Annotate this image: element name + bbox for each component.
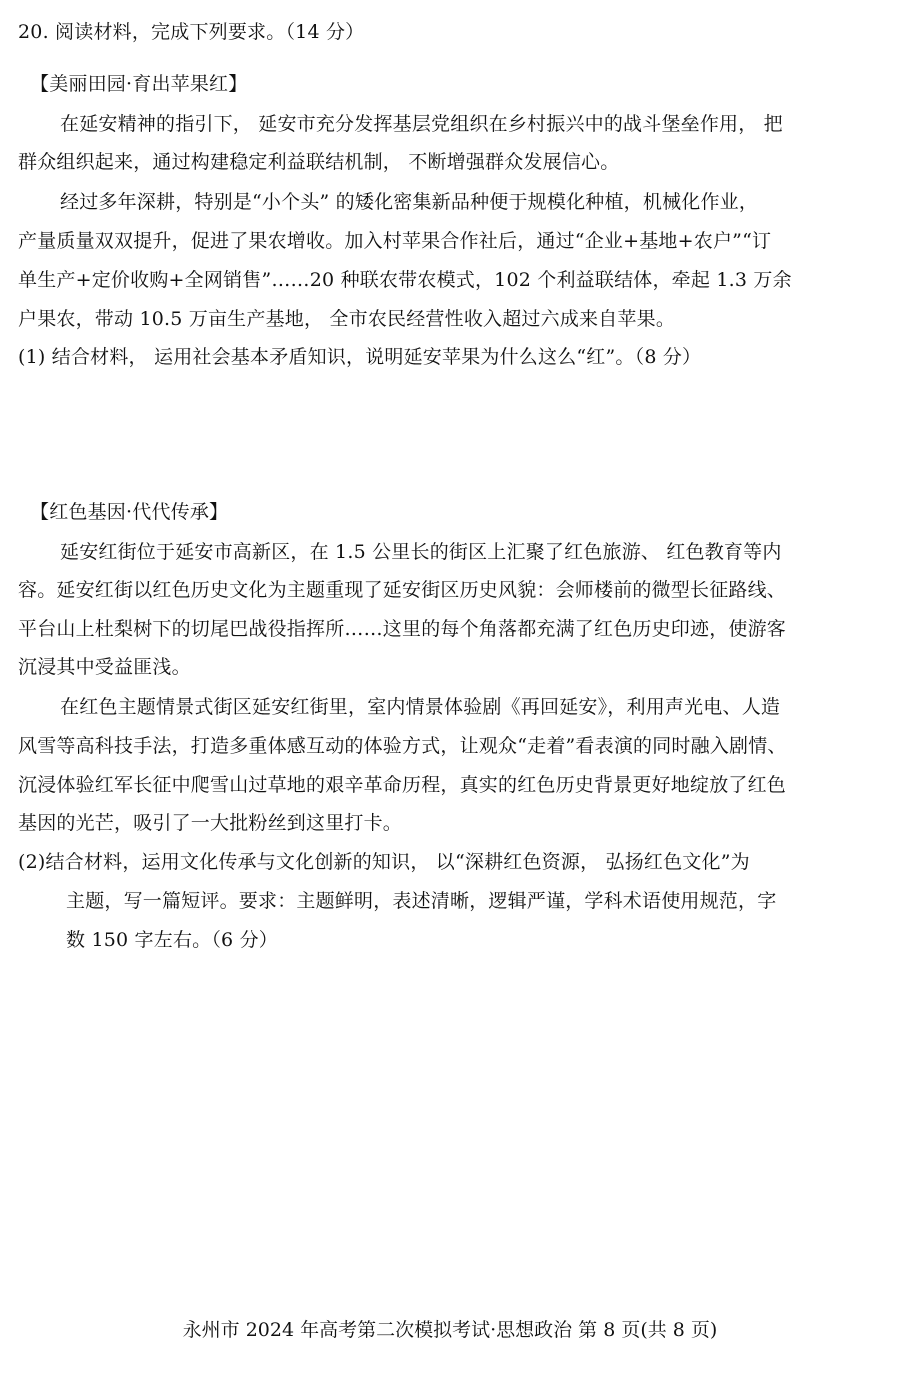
section-heading-apple: 【美丽田园·育出苹果红】 xyxy=(30,73,248,95)
paragraph-line: 在红色主题情景式街区延安红街里，室内情景体验剧《再回延安》，利用声光电、人造 xyxy=(60,696,781,718)
paragraph-line: 经过多年深耕，特别是“小个头” 的矮化密集新品种便于规模化种植，机械化作业， xyxy=(60,191,759,213)
paragraph-line: 产量质量双双提升，促进了果农增收。加入村苹果合作社后，通过“企业+基地+农户”“订 xyxy=(18,230,772,252)
paragraph-line: 群众组织起来，通过构建稳定利益联结机制， 不断增强群众发展信心。 xyxy=(18,151,620,173)
question-title: 20. 阅读材料，完成下列要求。（14 分） xyxy=(18,21,365,43)
page-footer: 永州市 2024 年高考第二次模拟考试·思想政治 第 8 页(共 8 页) xyxy=(182,1319,718,1341)
paragraph-line: 沉浸体验红军长征中爬雪山过草地的艰辛革命历程，真实的红色历史背景更好地绽放了红色 xyxy=(18,774,787,796)
paragraph-line: 延安红街位于延安市高新区，在 1.5 公里长的街区上汇聚了红色旅游、 红色教育等内 xyxy=(60,541,782,563)
section-heading-red-gene: 【红色基因·代代传承】 xyxy=(30,501,229,523)
paragraph-line: 平台山上杜梨树下的切尾巴战役指挥所……这里的每个角落都充满了红色历史印迹，使游客 xyxy=(18,618,787,640)
sub-question-1: (1) 结合材料， 运用社会基本矛盾知识，说明延安苹果为什么这么“红”。（8 分） xyxy=(18,346,702,368)
sub-question-2: (2)结合材料，运用文化传承与文化创新的知识， 以“深耕红色资源， 弘扬红色文化”为 xyxy=(18,851,750,873)
paragraph-line: 在延安精神的指引下， 延安市充分发挥基层党组织在乡村振兴中的战斗堡垒作用， 把 xyxy=(60,113,783,135)
paragraph-line: 容。延安红街以红色历史文化为主题重现了延安街区历史风貌：会师楼前的微型长征路线、 xyxy=(18,579,787,601)
paragraph-line: 户果农，带动 10.5 万亩生产基地， 全市农民经营性收入超过六成来自苹果。 xyxy=(18,308,676,330)
paragraph-line: 沉浸其中受益匪浅。 xyxy=(18,656,191,678)
paragraph-line: 基因的光芒，吸引了一大批粉丝到这里打卡。 xyxy=(18,812,403,834)
paragraph-line: 风雪等高科技手法，打造多重体感互动的体验方式，让观众“走着”看表演的同时融入剧情、 xyxy=(18,735,787,757)
sub-question-2-line: 数 150 字左右。（6 分） xyxy=(66,929,278,951)
sub-question-2-line: 主题，写一篇短评。要求：主题鲜明，表述清晰，逻辑严谨，学科术语使用规范，字 xyxy=(66,890,777,912)
paragraph-line: 单生产+定价收购+全网销售”……20 种联农带农模式，102 个利益联结体，牵起 1.3 万余 xyxy=(18,269,792,291)
